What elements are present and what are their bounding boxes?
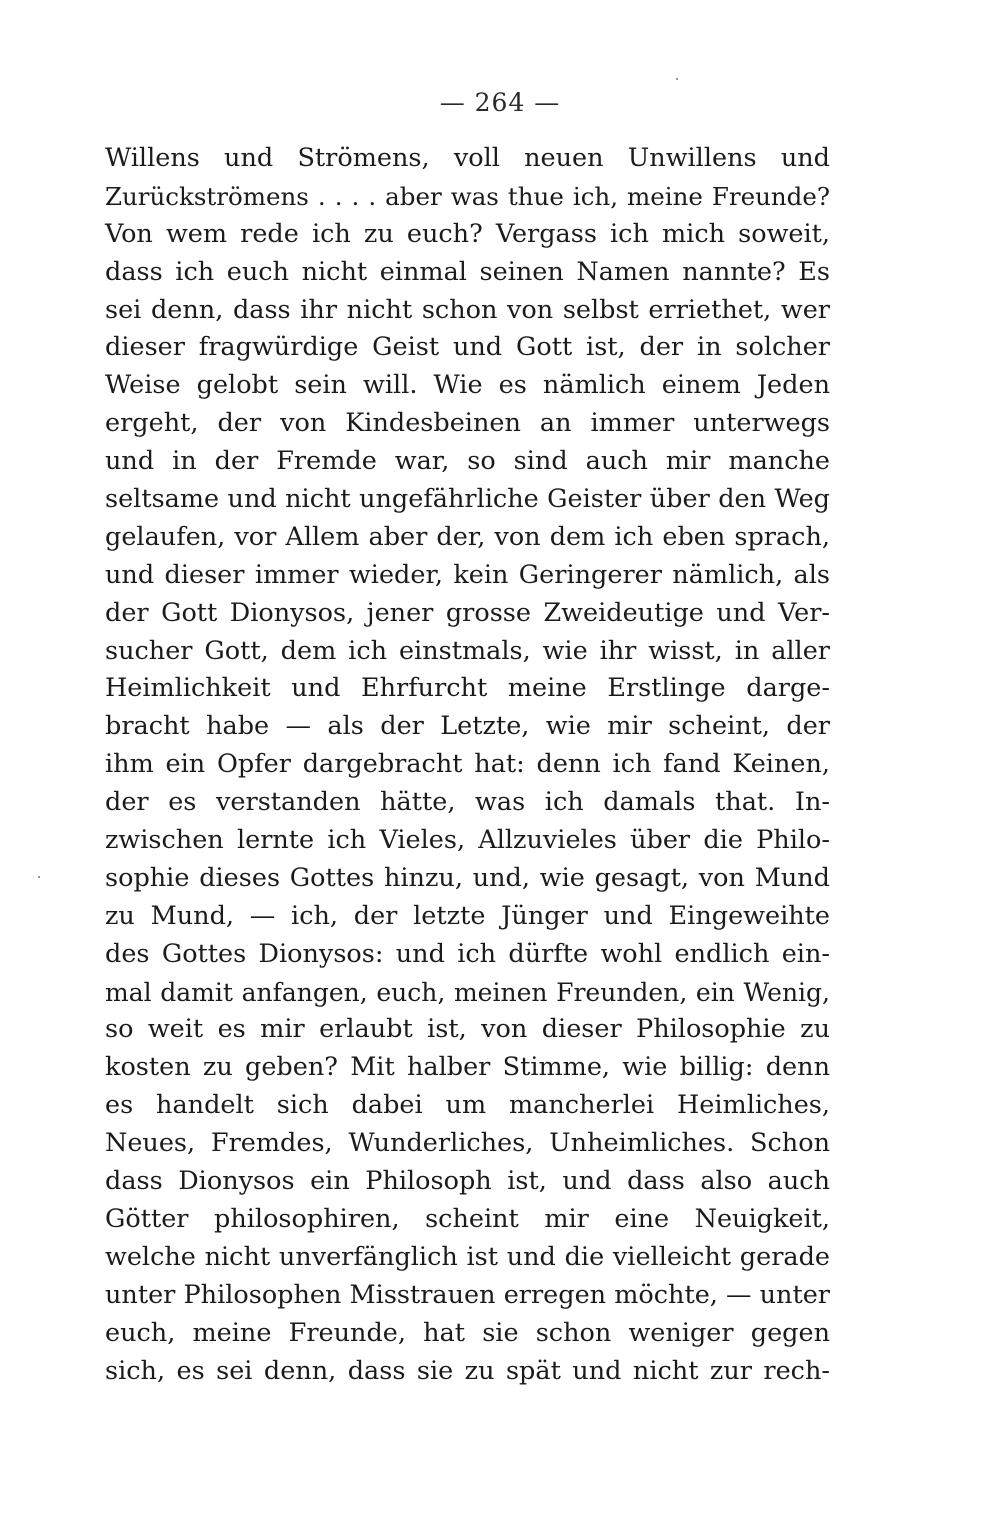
text-line: Götter philosophiren, scheint mir eine Neuigkeit,	[105, 1203, 830, 1234]
text-line: Willens und Strömens, voll neuen Unwillens und	[105, 143, 830, 173]
text-line: Von wem rede ich zu euch? Vergass ich mich soweit,	[105, 218, 830, 249]
text-line: und dieser immer wieder, kein Geringerer nämlich, als	[105, 559, 830, 590]
text-line: der es verstanden hätte, was ich damals that. In-	[105, 787, 830, 818]
text-line: gelaufen, vor Allem aber der, von dem ich eben sprach,	[105, 521, 830, 552]
text-line: bracht habe — als der Letzte, wie mir scheint, der	[105, 711, 830, 742]
text-line: Neues, Fremdes, Wunderliches, Unheimliches. Schon	[105, 1128, 830, 1159]
text-line: Heimlichkeit und Ehrfurcht meine Erstlinge darge-	[105, 673, 830, 704]
text-line: und in der Fremde war, so sind auch mir manche	[105, 446, 830, 477]
text-line: kosten zu geben? Mit halber Stimme, wie billig: denn	[105, 1052, 830, 1083]
text-line: sucher Gott, dem ich einstmals, wie ihr wisst, in aller	[105, 635, 830, 666]
text-line: Zurückströmens . . . . aber was thue ich, meine Freunde?	[105, 181, 830, 211]
text-line: Weise gelobt sein will. Wie es nämlich einem Jeden	[105, 370, 830, 401]
text-line: dass Dionysos ein Philosoph ist, und dass also auch	[105, 1166, 830, 1197]
text-line: ergeht, der von Kindesbeinen an immer unterwegs	[105, 408, 830, 439]
text-line: zwischen lernte ich Vieles, Allzuvieles über die Philo-	[105, 825, 830, 856]
text-line: zu Mund, — ich, der letzte Jünger und Eingeweihte	[105, 900, 830, 931]
text-line: sei denn, dass ihr nicht schon von selbst erriethet, wer	[105, 294, 830, 325]
text-line: euch, meine Freunde, hat sie schon weniger gegen	[105, 1317, 830, 1348]
text-line: seltsame und nicht ungefährliche Geister über den Weg	[105, 484, 830, 515]
paper-speck	[38, 876, 40, 878]
text-line: der Gott Dionysos, jener grosse Zweideutige und Ver-	[105, 597, 830, 628]
text-line: sophie dieses Gottes hinzu, und, wie gesagt, von Mund	[105, 862, 830, 893]
text-line: des Gottes Dionysos: und ich dürfte wohl endlich ein-	[105, 938, 830, 969]
text-line: sich, es sei denn, dass sie zu spät und nicht zur rech-	[105, 1355, 830, 1386]
paper-speck	[676, 78, 678, 80]
text-line: ihm ein Opfer dargebracht hat: denn ich fand Keinen,	[105, 749, 830, 780]
text-line: es handelt sich dabei um mancherlei Heimliches,	[105, 1090, 830, 1121]
text-line: mal damit anfangen, euch, meinen Freunden, ein Wenig,	[105, 977, 830, 1007]
text-line: dass ich euch nicht einmal seinen Namen nannte? Es	[105, 256, 830, 287]
body-text	[105, 140, 830, 1390]
text-line: so weit es mir erlaubt ist, von dieser Philosophie zu	[105, 1014, 830, 1045]
page-number: — 264 —	[439, 88, 561, 117]
text-line: unter Philosophen Misstrauen erregen möchte, — unter	[105, 1279, 830, 1310]
text-line: welche nicht unverfänglich ist und die vielleicht gerade	[105, 1241, 830, 1272]
text-line: dieser fragwürdige Geist und Gott ist, der in solcher	[105, 332, 830, 363]
